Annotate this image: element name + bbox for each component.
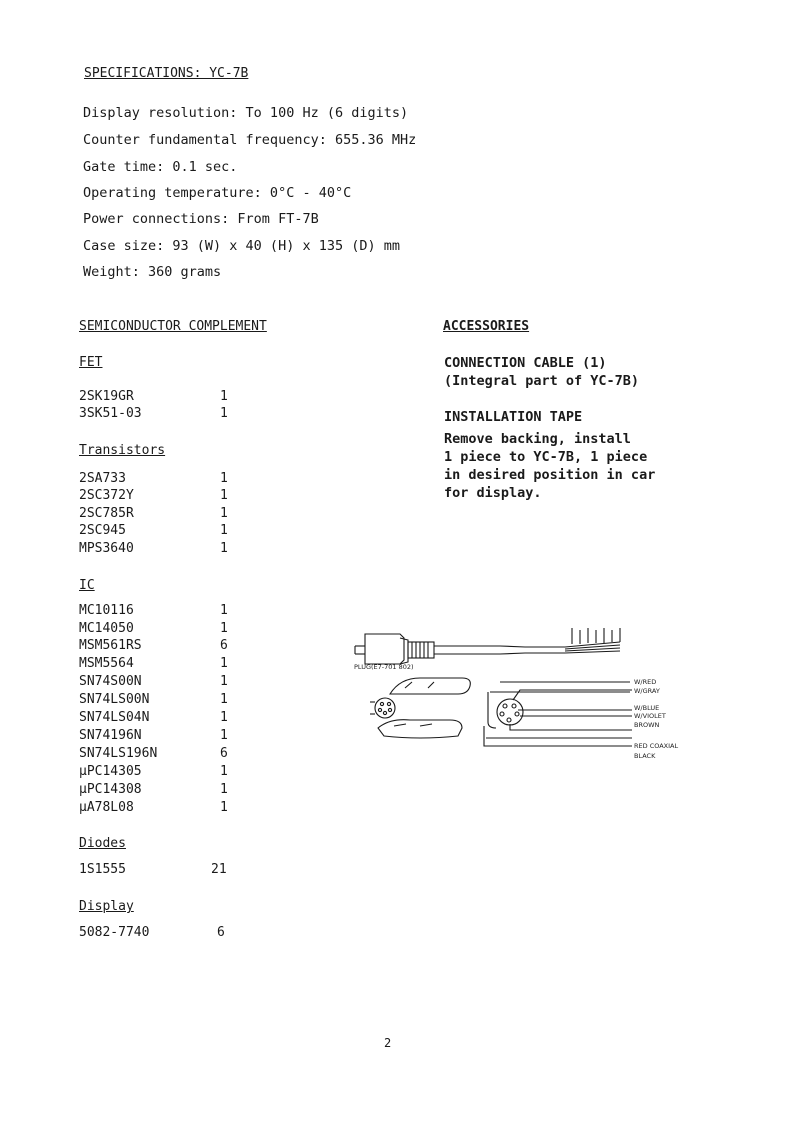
part-name: SN74LS196N [79, 746, 158, 761]
part-qty: 1 [220, 692, 228, 707]
wire-label: BLACK [634, 752, 656, 760]
part-qty: 1 [220, 506, 228, 521]
plug-body [365, 634, 404, 664]
part-name: 2SC945 [79, 523, 126, 538]
part-qty: 6 [220, 638, 228, 653]
installation-tape-line: 1 piece to YC-7B, 1 piece [444, 449, 648, 465]
wire-label: W/BLUE [634, 704, 660, 712]
installation-tape-title: INSTALLATION TAPE [444, 409, 583, 425]
part-name: µA78L08 [79, 800, 134, 815]
part-qty: 1 [220, 523, 228, 538]
part-qty: 1 [220, 406, 228, 421]
part-qty: 1 [220, 674, 228, 689]
part-qty: 6 [217, 925, 225, 940]
connection-cable-note: (Integral part of YC-7B) [444, 373, 640, 389]
page-number: 2 [384, 1036, 392, 1050]
part-name: 2SA733 [79, 471, 126, 486]
part-qty: 1 [220, 471, 228, 486]
part-qty: 21 [211, 862, 227, 877]
part-name: 2SC372Y [79, 488, 134, 503]
wire-label: RED COAXIAL [634, 742, 679, 750]
spec-gate-time: Gate time: 0.1 sec. [83, 159, 238, 175]
part-name: MPS3640 [79, 541, 134, 556]
part-name: µPC14305 [79, 764, 142, 779]
part-name: MSM5564 [79, 656, 134, 671]
part-name: SN74196N [79, 728, 142, 743]
part-name: 3SK51-03 [79, 406, 142, 421]
spec-counter-frequency: Counter fundamental frequency: 655.36 MHz [83, 132, 417, 148]
installation-tape-line: for display. [444, 485, 542, 501]
part-qty: 1 [220, 782, 228, 797]
spec-power-connections: Power connections: From FT-7B [83, 211, 319, 227]
connection-cable-title: CONNECTION CABLE (1) [444, 355, 607, 371]
spec-display-resolution: Display resolution: To 100 Hz (6 digits) [83, 105, 409, 121]
accessories-title: ACCESSORIES [443, 319, 530, 334]
spec-title: SPECIFICATIONS: YC-7B [84, 66, 249, 81]
spec-case-size: Case size: 93 (W) x 40 (H) x 135 (D) mm [83, 238, 400, 254]
installation-tape-line: Remove backing, install [444, 431, 631, 447]
wire-label: W/VIOLET [634, 712, 666, 720]
fet-heading: FET [79, 355, 103, 370]
part-name: SN74S00N [79, 674, 142, 689]
part-qty: 1 [220, 764, 228, 779]
cable-jacket [378, 720, 462, 738]
part-qty: 1 [220, 603, 228, 618]
part-name: SN74LS04N [79, 710, 150, 725]
part-qty: 1 [220, 656, 228, 671]
part-name: SN74LS00N [79, 692, 150, 707]
part-qty: 1 [220, 621, 228, 636]
part-name: 1S1555 [79, 862, 126, 877]
part-name: MC10116 [79, 603, 134, 618]
transistors-heading: Transistors [79, 443, 166, 458]
part-qty: 1 [220, 728, 228, 743]
part-qty: 1 [220, 800, 228, 815]
installation-tape-line: in desired position in car [444, 467, 656, 483]
plug-label: PLUG(E7-701 802) [354, 663, 414, 671]
semiconductor-title: SEMICONDUCTOR COMPLEMENT [79, 319, 267, 334]
part-qty: 1 [220, 389, 228, 404]
part-name: MC14050 [79, 621, 134, 636]
wire-label: W/GRAY [634, 687, 660, 695]
display-heading: Display [79, 899, 134, 914]
spec-weight: Weight: 360 grams [83, 264, 222, 280]
wire-label: W/RED [634, 678, 657, 686]
part-qty: 1 [220, 541, 228, 556]
wire-label: BROWN [634, 721, 660, 729]
part-name: MSM561RS [79, 638, 142, 653]
part-qty: 1 [220, 710, 228, 725]
part-name: µPC14308 [79, 782, 142, 797]
part-name: 5082-7740 [79, 925, 150, 940]
part-name: 2SK19GR [79, 389, 134, 404]
part-qty: 1 [220, 488, 228, 503]
part-qty: 6 [220, 746, 228, 761]
diodes-heading: Diodes [79, 836, 126, 851]
part-name: 2SC785R [79, 506, 134, 521]
ic-heading: IC [79, 578, 95, 593]
spec-operating-temperature: Operating temperature: 0°C - 40°C [83, 185, 352, 201]
